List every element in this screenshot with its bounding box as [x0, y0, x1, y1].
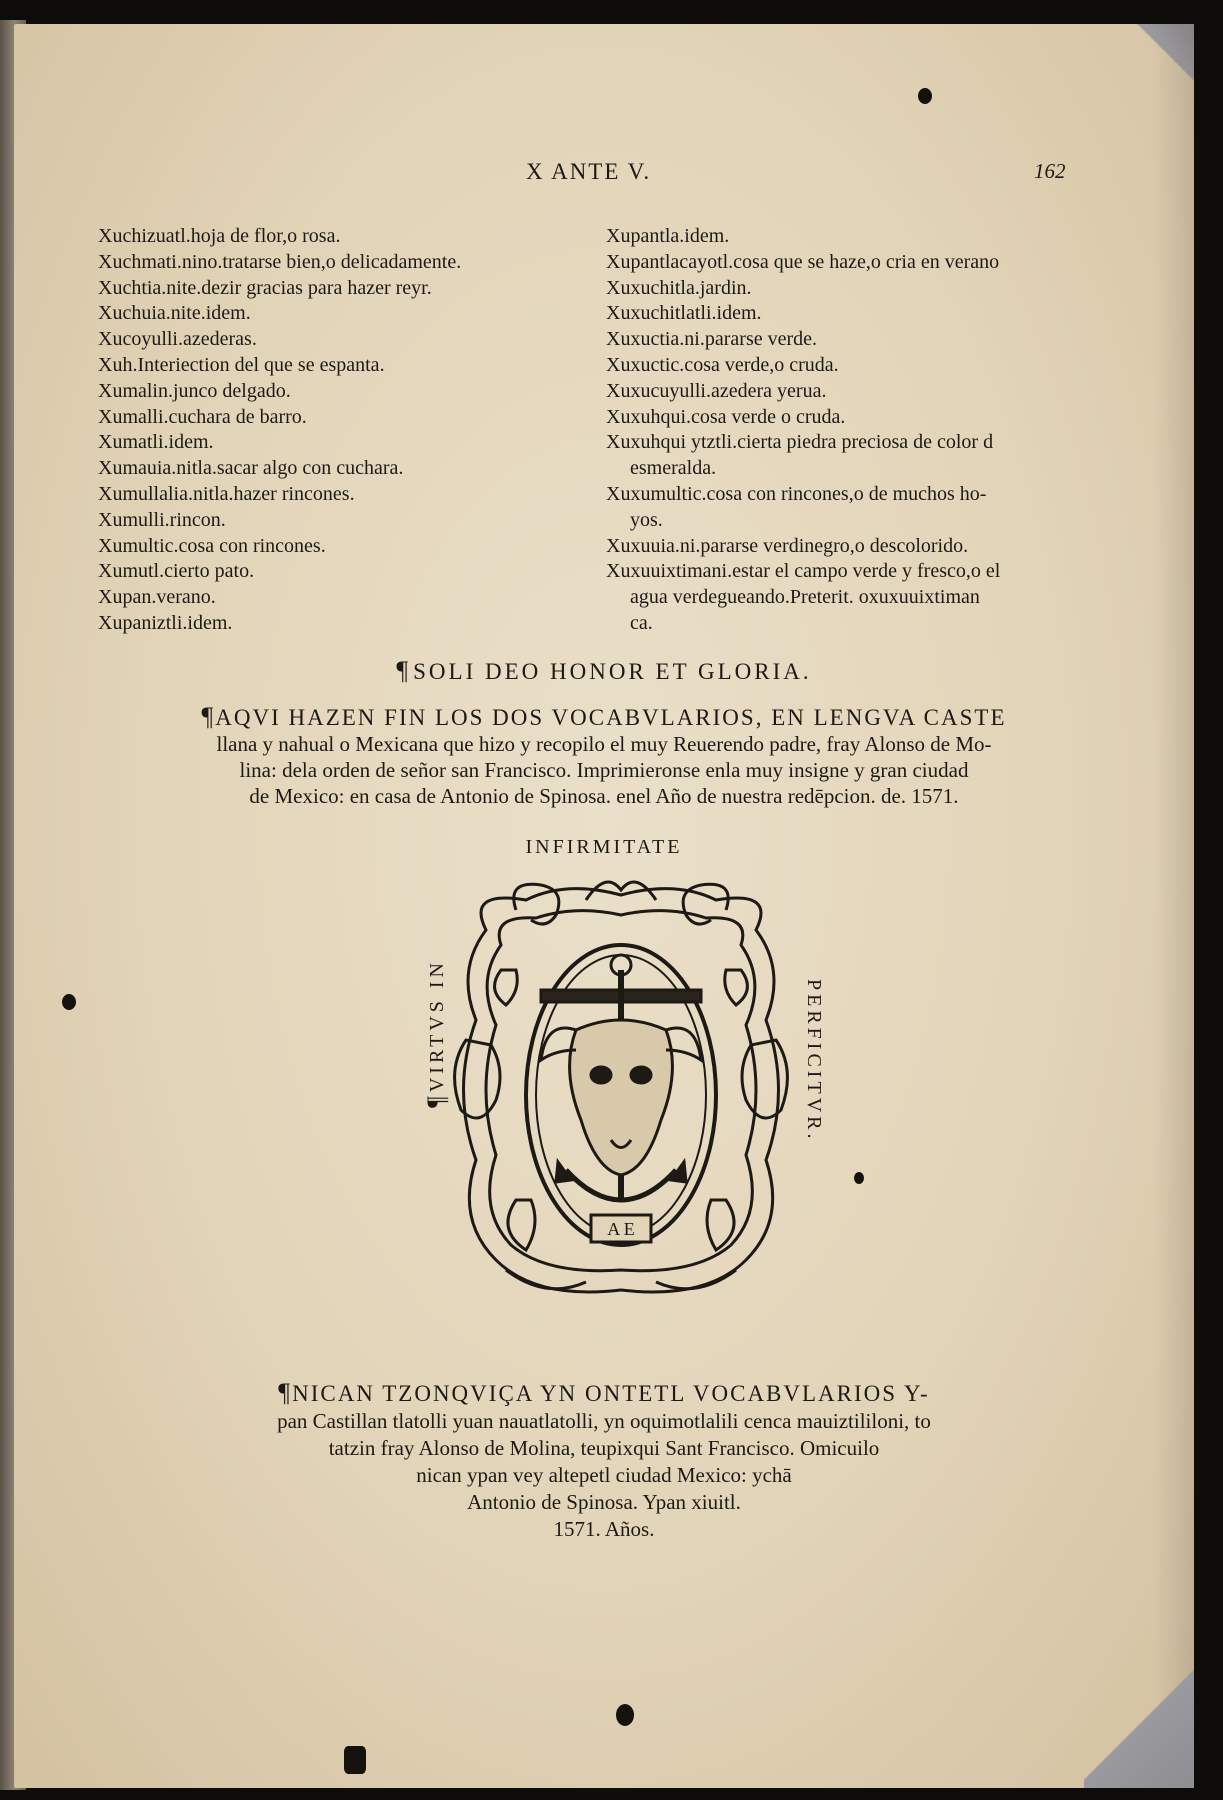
dictionary-entry: Xucoyulli.azederas. — [98, 328, 257, 351]
dictionary-entry: Xuxuchitla.jardin. — [606, 276, 752, 299]
dictionary-entry-continuation: yos. — [630, 508, 663, 531]
dictionary-entry: Xuxuhqui.cosa verde o cruda. — [606, 405, 846, 428]
ink-spot — [918, 88, 932, 104]
dictionary-entry: Xupantlacayotl.cosa que se haze,o cria en verano — [606, 250, 1000, 273]
printers-device-woodcut — [446, 870, 796, 1310]
dictionary-entry: Xuxumultic.cosa con rincones,o de muchos ho- — [606, 482, 987, 505]
torn-corner-bottom — [1084, 1638, 1194, 1788]
dictionary-entry: Xuchtia.nite.dezir gracias para hazer reyr. — [98, 276, 432, 299]
dictionary-entry: Xuxuctic.cosa verde,o cruda. — [606, 353, 839, 376]
ink-spot — [344, 1746, 366, 1774]
spanish-colophon-line: llana y nahual o Mexicana que hizo y recopilo el muy Reuerendo padre, fray Alonso de Mo- — [216, 732, 992, 756]
nahuatl-colophon-line: pan Castillan tlatolli yuan nauatlatolli, yn oquimotlalili cenca mauiztililoni, to — [277, 1409, 931, 1433]
spanish-colophon-caps: ¶AQVI HAZEN FIN LOS DOS VOCABVLARIOS, EN LENGVA CASTE — [201, 702, 1007, 731]
right-column — [606, 224, 1096, 637]
ink-spot — [616, 1704, 634, 1726]
spanish-colophon-line: de Mexico: en casa de Antonio de Spinosa. enel Año de nuestra redēpcion. de. 1571. — [249, 784, 959, 808]
dictionary-entry: Xuchuia.nite.idem. — [98, 302, 251, 325]
device-initials: A E — [607, 1219, 635, 1239]
dictionary-entry: Xumauia.nitla.sacar algo con cuchara. — [98, 457, 404, 480]
pilcrow-icon: ¶ — [201, 702, 214, 731]
dictionary-entry: Xuxuchitlatli.idem. — [606, 302, 762, 325]
dictionary-entry: Xumulli.rincon. — [98, 508, 226, 531]
nahuatl-colophon-line: Antonio de Spinosa. Ypan xiuitl. — [467, 1490, 741, 1514]
colophon-heading — [14, 656, 1194, 686]
pilcrow-icon: ¶ — [396, 656, 412, 685]
dictionary-entry: Xuh.Interiection del que se espanta. — [98, 353, 385, 376]
nahuatl-colophon-line: nican ypan vey altepetl ciudad Mexico: ychā — [416, 1463, 792, 1487]
pilcrow-icon: ¶ — [422, 1092, 451, 1108]
dictionary-entry: Xupaniztli.idem. — [98, 611, 233, 634]
ink-spot — [854, 1172, 864, 1184]
dictionary-entry: Xuxucuyulli.azedera yerua. — [606, 379, 827, 402]
left-column — [98, 224, 568, 637]
dictionary-entry: Xuxuuixtimani.estar el campo verde y fresco,o el — [606, 560, 1001, 583]
dictionary-entry: Xuchizuatl.hoja de flor,o rosa. — [98, 225, 341, 247]
dictionary-entry: Xumatli.idem. — [98, 431, 214, 454]
spanish-colophon — [14, 704, 1194, 809]
dictionary-entry: Xumullalia.nitla.hazer rincones. — [98, 482, 355, 505]
dictionary-entry: Xumutl.cierto pato. — [98, 560, 255, 583]
page-number: 162 — [1034, 159, 1066, 183]
dictionary-entry-continuation: esmeralda. — [630, 457, 717, 480]
dictionary-entry: Xupan.verano. — [98, 586, 216, 609]
colophon-heading-text: SOLI DEO HONOR ET GLORIA. — [413, 659, 812, 684]
pilcrow-icon: ¶ — [278, 1378, 291, 1407]
dictionary-entry: Xuxuctia.ni.pararse verde. — [606, 328, 818, 351]
dictionary-entry: Xumalin.junco delgado. — [98, 379, 291, 402]
dictionary-entry: Xuxuhqui ytztli.cierta piedra preciosa de color d — [606, 431, 994, 454]
book-page — [14, 24, 1194, 1788]
nahuatl-colophon-caps: ¶NICAN TZONQVIÇA YN ONTETL VOCABVLARIOS Y- — [278, 1378, 930, 1407]
nahuatl-colophon — [14, 1379, 1194, 1543]
dictionary-entry: Xuxuuia.ni.pararse verdinegro,o descolorido. — [606, 534, 969, 557]
device-motto-left: ¶VIRTVS IN — [422, 959, 451, 1108]
dictionary-entry-continuation: agua verdegueando.Preterit. oxuxuuixtiman — [630, 586, 980, 609]
dictionary-entry: Xupantla.idem. — [606, 225, 730, 247]
nahuatl-colophon-line: 1571. Años. — [553, 1517, 655, 1541]
device-motto-right: PERFICITVR. — [803, 979, 825, 1143]
page-header — [14, 151, 1194, 185]
nahuatl-colophon-line: tatzin fray Alonso de Molina, teupixqui Sant Francisco. Omicuilo — [328, 1436, 880, 1460]
dictionary-entry-continuation: ca. — [630, 611, 653, 634]
dictionary-entry: Xumultic.cosa con rincones. — [98, 534, 326, 557]
device-motto-top: INFIRMITATE — [525, 836, 683, 858]
dictionary-entry: Xuchmati.nino.tratarse bien,o delicadamente. — [98, 250, 462, 273]
running-head: X ANTE V. — [526, 159, 652, 184]
ink-spot — [62, 994, 76, 1010]
spanish-colophon-line: lina: dela orden de señor san Francisco. Imprimieronse enla muy insigne y gran ciudad — [239, 758, 969, 782]
dictionary-entry: Xumalli.cuchara de barro. — [98, 405, 307, 428]
